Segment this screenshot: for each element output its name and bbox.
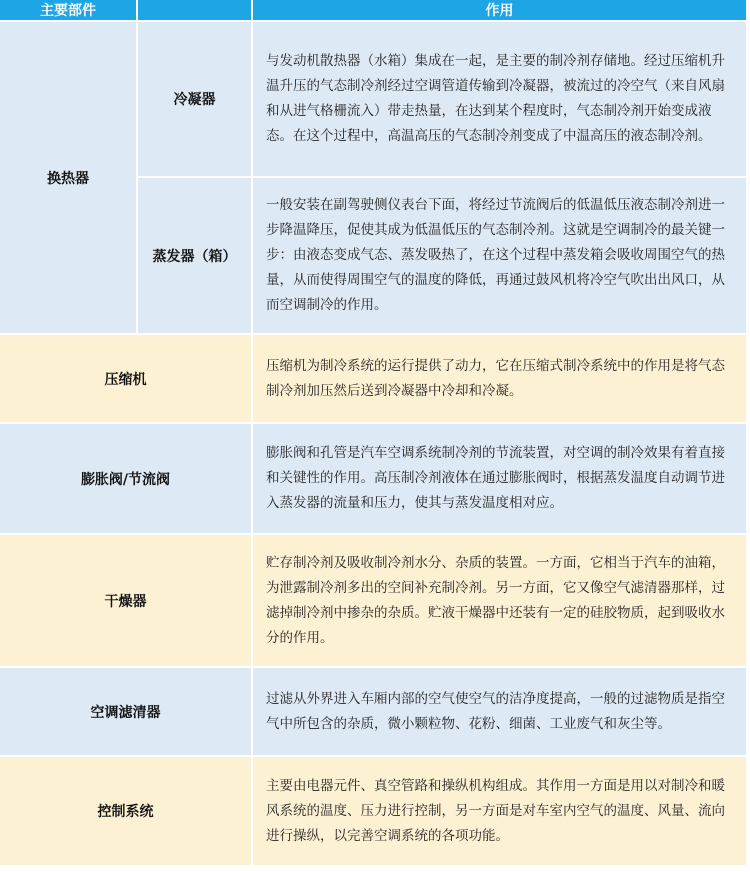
component-description: 贮存制冷剂及吸收制冷剂水分、杂质的装置。一方面，它相当于汽车的油箱，为泄露制冷剂多出的空间补充制冷剂。另一方面，它又像空气滤清器那样，过滤掉制冷剂中掺杂的杂质。贮液干燥器中还装有一定的硅胶物质，起到吸收水分的作用。 — [253, 535, 746, 666]
header-function: 作用 — [253, 0, 746, 20]
component-description: 压缩机为制冷系统的运行提供了动力，它在压缩式制冷系统中的作用是将气态制冷剂加压然后送到冷凝器中冷却和冷凝。 — [253, 335, 746, 422]
table-header-row — [0, 0, 746, 20]
component-description: 与发动机散热器（水箱）集成在一起，是主要的制冷剂存储地。经过压缩机升温升压的气态制冷剂经过空调管道传输到冷凝器，被流过的冷空气（来自风扇和从进气格栅流入）带走热量，在达到某个程度时，气态制冷剂开始变成液态。在这个过程中，高温高压的气态制冷剂变成了中温高压的液态制冷剂。 — [253, 22, 746, 176]
component-label: 冷凝器 — [138, 22, 251, 176]
component-label: 空调滤清器 — [0, 668, 251, 755]
header-main-component: 主要部件 — [0, 0, 136, 20]
component-description: 膨胀阀和孔管是汽车空调系统制冷剂的节流装置，对空调的制冷效果有着直接和关键性的作用。高压制冷剂液体在通过膨胀阀时，根据蒸发温度自动调节进入蒸发器的流量和压力，使其与蒸发温度相对应。 — [253, 424, 746, 533]
component-label: 压缩机 — [0, 335, 251, 422]
component-label: 干燥器 — [0, 535, 251, 666]
table-row-control-system — [0, 757, 746, 865]
header-sub-component — [138, 0, 251, 20]
component-description: 过滤从外界进入车厢内部的空气使空气的洁净度提高，一般的过滤物质是指空气中所包含的杂质，微小颗粒物、花粉、细菌、工业废气和灰尘等。 — [253, 668, 746, 755]
component-label: 控制系统 — [0, 757, 251, 865]
table-row-compressor — [0, 335, 746, 422]
component-label: 膨胀阀/节流阀 — [0, 424, 251, 533]
component-description: 一般安装在副驾驶侧仪表台下面，将经过节流阀后的低温低压液态制冷剂进一步降温降压，促使其成为低温低压的气态制冷剂。这就是空调制冷的最关键一步：由液态变成气态、蒸发吸热了，在这个过程中蒸发箱会吸收周围空气的热量，从而使得周围空气的温度的降低，再通过鼓风机将冷空气吹出出风口，从而空调制冷的作用。 — [253, 178, 746, 333]
table-row-dryer — [0, 535, 746, 666]
table-row-cabin-filter — [0, 668, 746, 755]
table-row-expansion-valve — [0, 424, 746, 533]
component-label: 蒸发器（箱） — [138, 178, 251, 333]
group-label-heat-exchanger: 换热器 — [0, 22, 136, 333]
table-row-condenser — [0, 22, 746, 176]
component-description: 主要由电器元件、真空管路和操纵机构组成。其作用一方面是用以对制冷和暖风系统的温度、压力进行控制，另一方面是对车室内空气的温度、风量、流向进行操纵，以完善空调系统的各项功能。 — [253, 757, 746, 865]
